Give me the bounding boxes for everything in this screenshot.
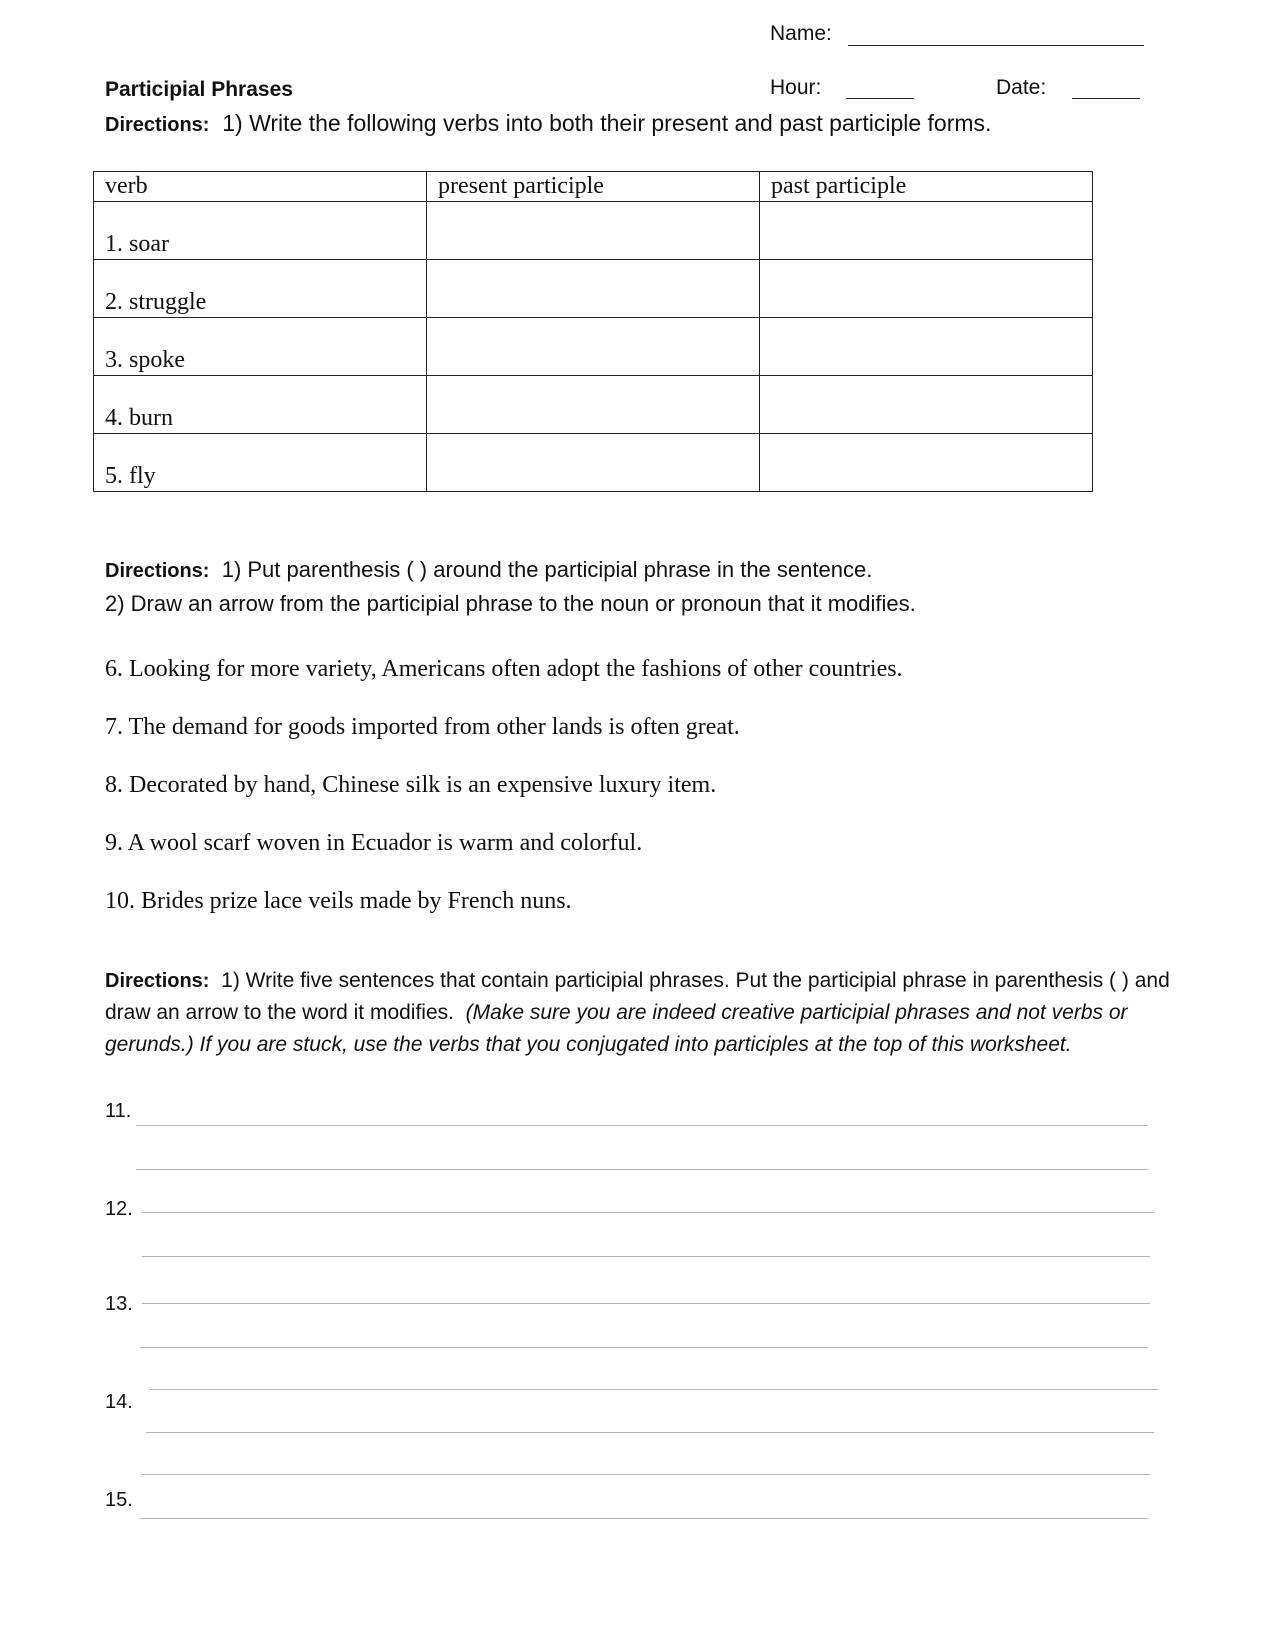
answer-number: 14. <box>105 1391 133 1413</box>
answer-number: 13. <box>105 1293 133 1315</box>
writing-line[interactable] <box>142 1212 1154 1213</box>
writing-line[interactable] <box>146 1432 1154 1433</box>
writing-line[interactable] <box>142 1474 1150 1475</box>
past-participle-cell[interactable] <box>760 434 1093 492</box>
verb-table <box>93 171 1093 492</box>
writing-line[interactable] <box>136 1125 1148 1126</box>
sentence-item: 10. Brides prize lace veils made by French nuns. <box>105 888 572 914</box>
directions-label: Directions: <box>105 970 210 992</box>
name-blank[interactable] <box>848 27 1144 46</box>
answer-number: 12. <box>105 1198 133 1220</box>
verb-cell: 1. soar <box>94 202 427 260</box>
answer-number: 11. <box>105 1100 132 1122</box>
sentence-item: 9. A wool scarf woven in Ecuador is warm and colorful. <box>105 830 643 856</box>
name-label: Name: <box>770 22 832 45</box>
table-row <box>94 434 1093 492</box>
verb-cell: 5. fly <box>94 434 427 492</box>
writing-line[interactable] <box>142 1303 1150 1304</box>
table-row <box>94 318 1093 376</box>
present-participle-cell[interactable] <box>427 202 760 260</box>
hour-blank[interactable] <box>846 80 914 99</box>
writing-line[interactable] <box>140 1347 1148 1348</box>
directions-2 <box>105 557 872 583</box>
directions-text: 1) Write the following verbs into both their present and past participle forms. <box>222 110 992 136</box>
directions-text: 1) Write five sentences that contain participial phrases. Put the participial phrase in parenthesis ( ) and draw an arrow to the word it modifies. <box>105 969 1170 1024</box>
sentence-item: 7. The demand for goods imported from other lands is often great. <box>105 714 740 740</box>
past-participle-cell[interactable] <box>760 202 1093 260</box>
past-participle-cell[interactable] <box>760 260 1093 318</box>
directions-2-line-2: 2) Draw an arrow from the participial phrase to the noun or pronoun that it modifies. <box>105 591 916 616</box>
writing-line[interactable] <box>142 1256 1150 1257</box>
directions-3 <box>105 965 1195 1061</box>
directions-label: Directions: <box>105 114 210 136</box>
worksheet-title: Participial Phrases <box>105 78 293 101</box>
past-participle-cell[interactable] <box>760 376 1093 434</box>
table-row <box>94 202 1093 260</box>
writing-line[interactable] <box>140 1518 1148 1519</box>
present-participle-cell[interactable] <box>427 376 760 434</box>
present-participle-cell[interactable] <box>427 434 760 492</box>
verb-cell: 3. spoke <box>94 318 427 376</box>
directions-1 <box>105 110 991 137</box>
writing-line[interactable] <box>150 1389 1158 1390</box>
writing-line[interactable] <box>136 1169 1148 1170</box>
sentence-item: 6. Looking for more variety, Americans often adopt the fashions of other countries. <box>105 656 903 682</box>
past-participle-cell[interactable] <box>760 318 1093 376</box>
hour-label: Hour: <box>770 76 822 99</box>
sentence-item: 8. Decorated by hand, Chinese silk is an expensive luxury item. <box>105 772 717 798</box>
directions-italic-note: (Make sure you are indeed creative participial phrases and not verbs or gerunds.) If you are stuck, use the verbs that you conjugated into participles at the top of this worksheet. <box>105 1001 1128 1056</box>
verb-cell: 2. struggle <box>94 260 427 318</box>
present-participle-cell[interactable] <box>427 318 760 376</box>
directions-label: Directions: <box>105 560 210 582</box>
sentence-list <box>105 651 903 941</box>
answer-number: 15. <box>105 1489 133 1511</box>
table-row <box>94 260 1093 318</box>
verb-cell: 4. burn <box>94 376 427 434</box>
column-header-past-participle: past participle <box>760 172 1093 202</box>
present-participle-cell[interactable] <box>427 260 760 318</box>
column-header-verb: verb <box>94 172 427 202</box>
directions-text: 1) Put parenthesis ( ) around the participial phrase in the sentence. <box>221 557 873 582</box>
date-blank[interactable] <box>1072 80 1140 99</box>
table-header-row <box>94 172 1093 202</box>
date-label: Date: <box>996 76 1047 99</box>
table-row <box>94 376 1093 434</box>
column-header-present-participle: present participle <box>427 172 760 202</box>
